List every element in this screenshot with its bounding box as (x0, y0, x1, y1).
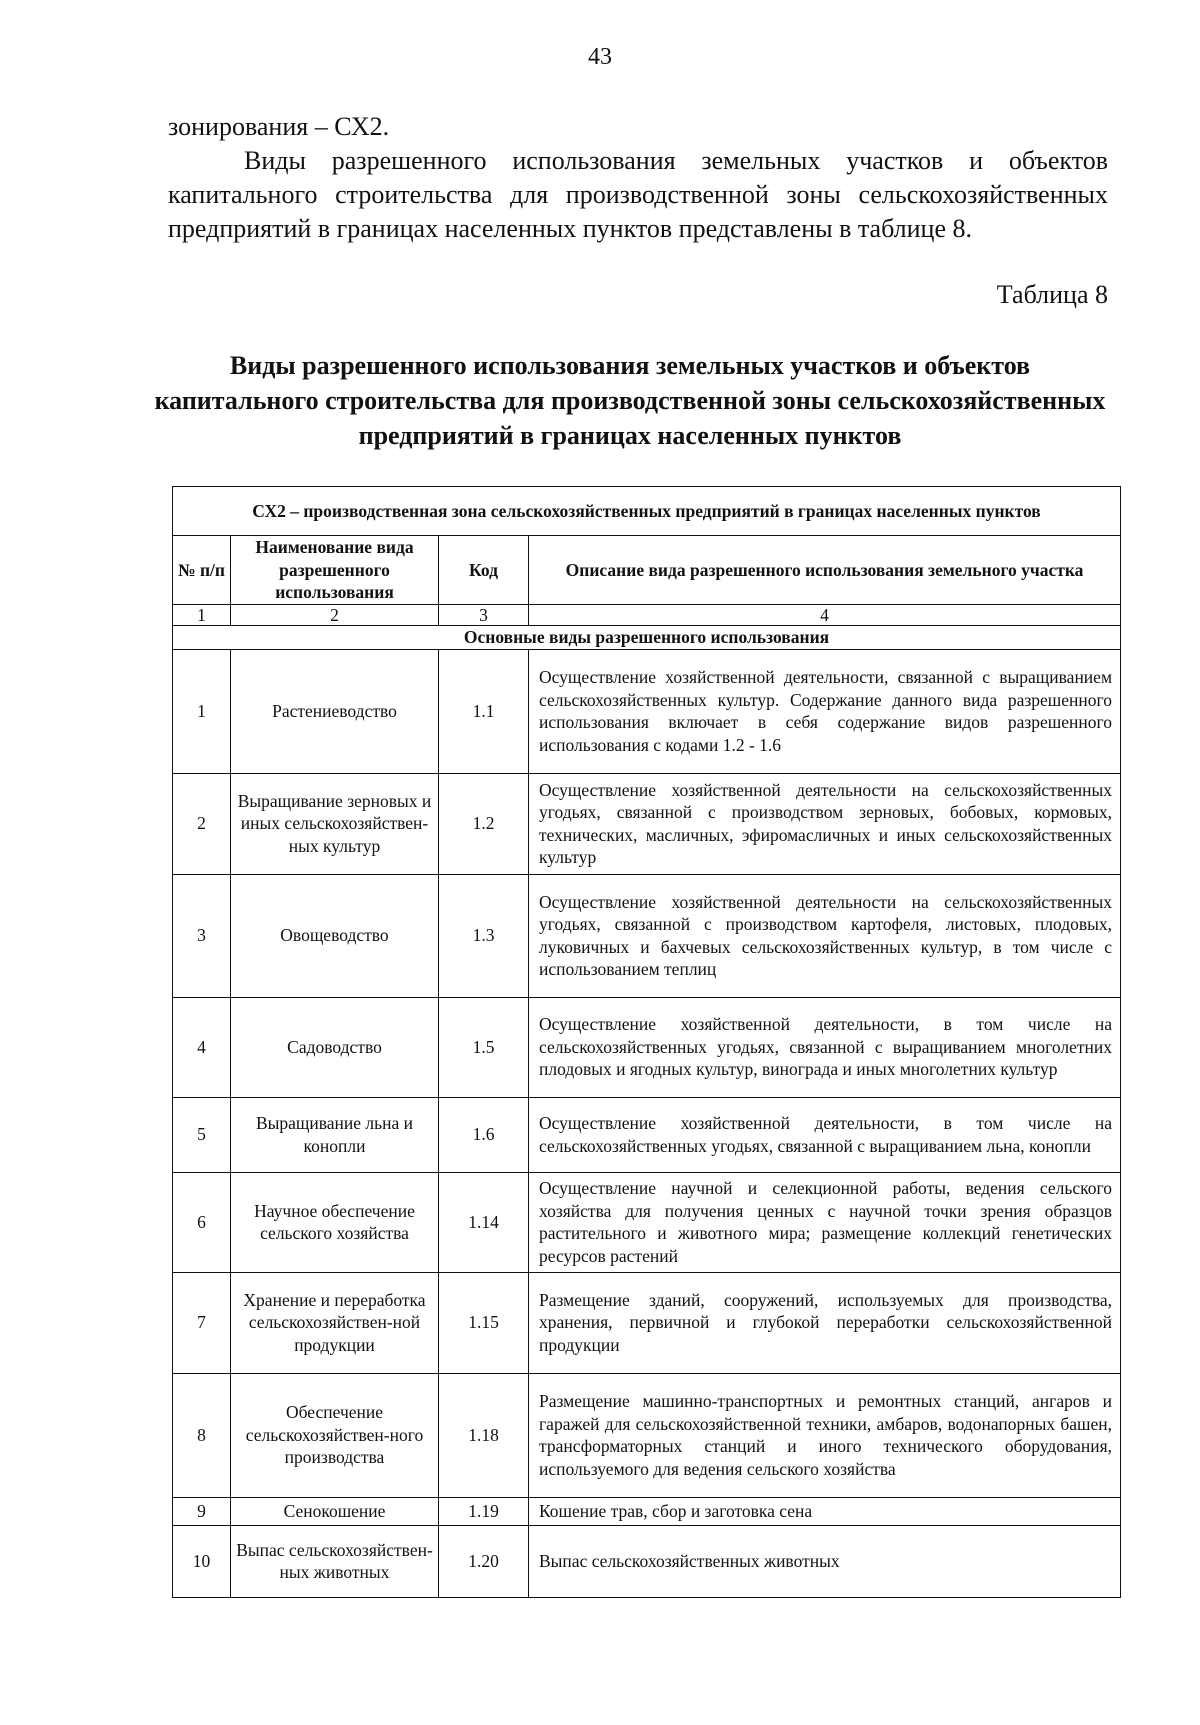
use-name: Выпас сельскохозяйствен-ных животных (231, 1525, 439, 1597)
use-description: Осуществление хозяйственной деятельности на сельскохозяйственных угодьях, связанной с производством зерновых, бобовых, кормовых, технических, масличных, эфиромасличных и иных сельскохозяйственных культур (529, 773, 1121, 874)
table-row (173, 773, 1121, 874)
column-index: 1 (173, 605, 231, 626)
column-index: 3 (439, 605, 529, 626)
use-description: Размещение машинно-транспортных и ремонтных станций, ангаров и гаражей для сельскохозяйственной техники, амбаров, водонапорных башен, трансформаторных станций и иного технического оборудования, используемого для ведения сельского хозяйства (529, 1373, 1121, 1497)
column-index: 4 (529, 605, 1121, 626)
table-row (173, 1097, 1121, 1172)
row-number: 10 (173, 1525, 231, 1597)
section-title: Виды разрешенного использования земельных участков и объектов капитального строительства для производственной зоны сельскохозяйственных предприятий в границах населенных пунктов (154, 351, 1106, 450)
row-number: 4 (173, 997, 231, 1097)
use-description: Размещение зданий, сооружений, используемых для производства, хранения, первичной и глубокой переработки сельскохозяйственной продукции (529, 1272, 1121, 1373)
use-code: 1.1 (439, 649, 529, 773)
use-name: Сенокошение (231, 1497, 439, 1525)
land-use-table (172, 486, 1121, 1598)
use-name: Выращивание льна и конопли (231, 1097, 439, 1172)
intro-text (168, 110, 1108, 246)
row-number: 5 (173, 1097, 231, 1172)
row-number: 2 (173, 773, 231, 874)
use-name: Хранение и переработка сельскохозяйствен-ной продукции (231, 1272, 439, 1373)
table-row (173, 1373, 1121, 1497)
row-number: 1 (173, 649, 231, 773)
table-row (173, 874, 1121, 997)
table-row (173, 1172, 1121, 1272)
header-code: Код (439, 536, 529, 605)
use-code: 1.2 (439, 773, 529, 874)
use-description: Осуществление научной и селекционной работы, ведения сельского хозяйства для получения ценных с научной точки зрения образцов растительного и животного мира; размещение коллекций генетических ресурсов растений (529, 1172, 1121, 1272)
use-code: 1.19 (439, 1497, 529, 1525)
use-description: Осуществление хозяйственной деятельности на сельскохозяйственных угодьях, связанной с производством картофеля, листовых, плодовых, луковичных и бахчевых сельскохозяйственных культур, в том числе с использованием теплиц (529, 874, 1121, 997)
table-row (173, 1497, 1121, 1525)
column-index-row (173, 605, 1121, 626)
use-description: Кошение трав, сбор и заготовка сена (529, 1497, 1121, 1525)
use-description: Выпас сельскохозяйственных животных (529, 1525, 1121, 1597)
intro-paragraph: Виды разрешенного использования земельных участков и объектов капитального строительства для производственной зоны сельскохозяйственных предприятий в границах населенных пунктов представлены в таблице 8. (168, 146, 1108, 243)
use-code: 1.15 (439, 1272, 529, 1373)
use-code: 1.18 (439, 1373, 529, 1497)
table-row (173, 1525, 1121, 1597)
use-code: 1.20 (439, 1525, 529, 1597)
use-name: Овощеводство (231, 874, 439, 997)
row-number: 3 (173, 874, 231, 997)
use-description: Осуществление хозяйственной деятельности, в том числе на сельскохозяйственных угодьях, связанной с выращиванием многолетних плодовых и ягодных культур, винограда и иных многолетних культур (529, 997, 1121, 1097)
intro-line: зонирования – СХ2. (168, 112, 390, 141)
use-code: 1.6 (439, 1097, 529, 1172)
row-number: 7 (173, 1272, 231, 1373)
table-caption: Таблица 8 (996, 280, 1108, 309)
group-title: Основные виды разрешенного использования (173, 626, 1121, 650)
use-description: Осуществление хозяйственной деятельности, в том числе на сельскохозяйственных угодьях, связанной с выращиванием льна, конопли (529, 1097, 1121, 1172)
use-code: 1.3 (439, 874, 529, 997)
use-name: Выращивание зерновых и иных сельскохозяйствен-ных культур (231, 773, 439, 874)
header-name: Наименование вида разрешенного использования (231, 536, 439, 605)
header-desc: Описание вида разрешенного использования земельного участка (529, 536, 1121, 605)
use-name: Садоводство (231, 997, 439, 1097)
zone-header: СХ2 – производственная зона сельскохозяйственных предприятий в границах населенных пунктов (173, 487, 1121, 536)
use-code: 1.5 (439, 997, 529, 1097)
table-row (173, 649, 1121, 773)
use-description: Осуществление хозяйственной деятельности, связанной с выращиванием сельскохозяйственных культур. Содержание данного вида разрешенного использования включает в себя содержание видов разрешенного использования с кодами 1.2 - 1.6 (529, 649, 1121, 773)
use-name: Научное обеспечение сельского хозяйства (231, 1172, 439, 1272)
page-number: 43 (588, 44, 612, 70)
use-code: 1.14 (439, 1172, 529, 1272)
column-index: 2 (231, 605, 439, 626)
table-row (173, 1272, 1121, 1373)
use-name: Растениеводство (231, 649, 439, 773)
row-number: 9 (173, 1497, 231, 1525)
row-number: 6 (173, 1172, 231, 1272)
row-number: 8 (173, 1373, 231, 1497)
table-row (173, 997, 1121, 1097)
header-num: № п/п (173, 536, 231, 605)
use-name: Обеспечение сельскохозяйствен-ного производства (231, 1373, 439, 1497)
